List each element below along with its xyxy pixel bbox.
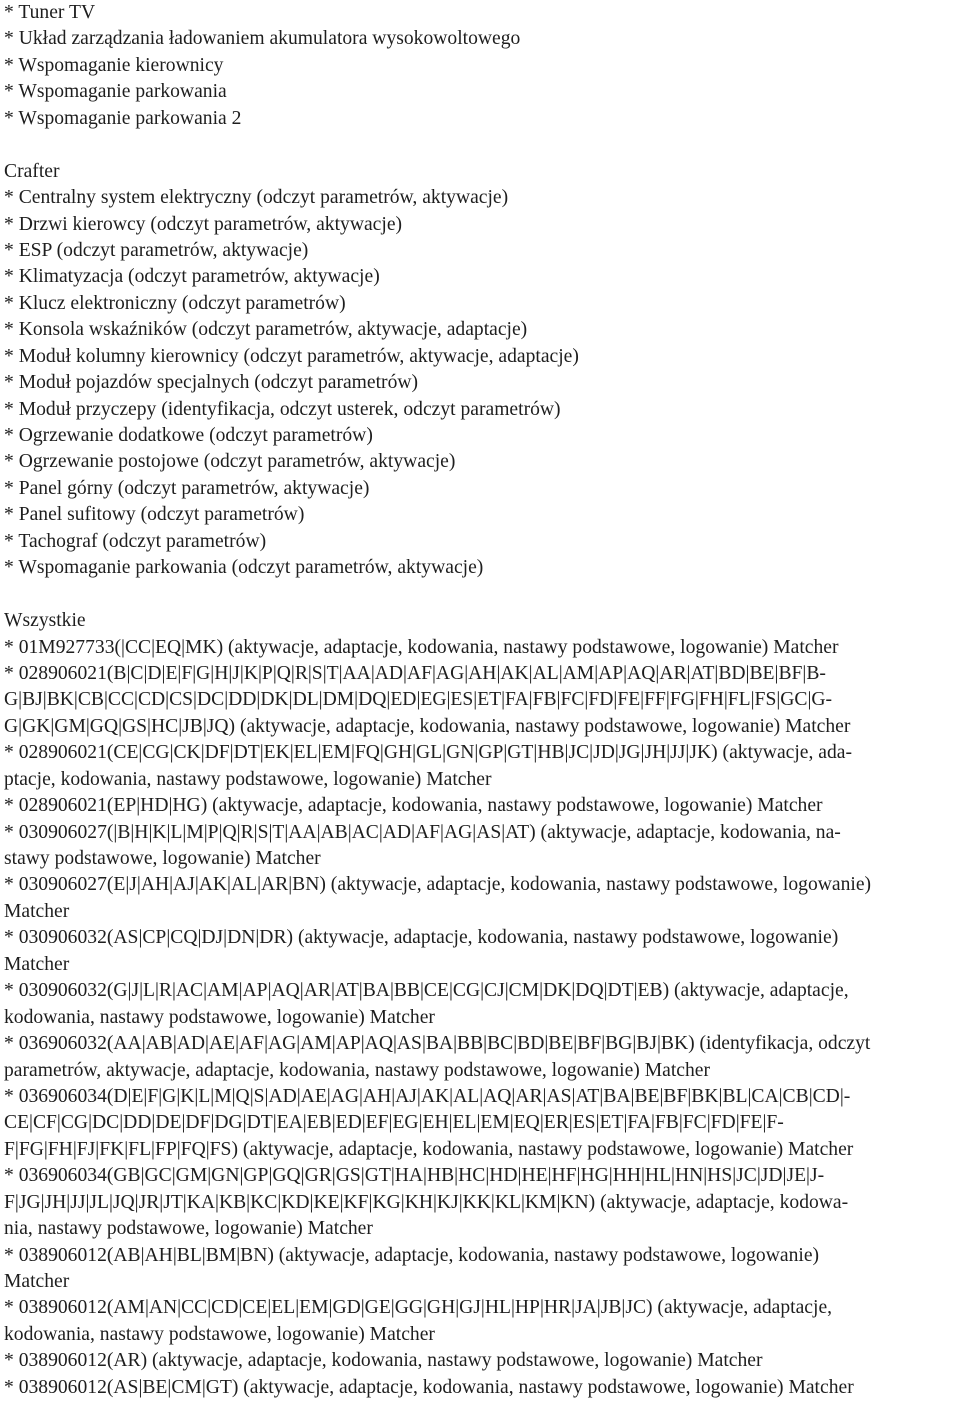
text-line: Crafter [4,160,60,182]
text-line: Matcher [4,1271,70,1292]
text-line: * Klimatyzacja (odczyt parametrów, aktywacje) [4,266,380,288]
text-line: * 038906012(AS|BE|CM|GT) (aktywacje, adaptacje, kodowania, nastawy podstawowe, logowanie) Matcher [4,1376,854,1398]
text-line: kodowania, nastawy podstawowe, logowanie) Matcher [4,1006,435,1028]
text-line: * 036906034(GB|GC|GM|GN|GP|GQ|GR|GS|GT|HA|HB|HC|HD|HE|HF|HG|HH|HL|HN|HS|JC|JD|JE|J- [4,1165,825,1187]
text-line: * Drzwi kierowcy (odczyt parametrów, aktywacje) [4,213,403,235]
text-line: * Konsola wskaźników (odczyt parametrów, aktywacje, adaptacje) [4,319,528,341]
text-line: * 030906032(G|J|L|R|AC|AM|AP|AQ|AR|AT|BA|BB|CE|CG|CJ|CM|DK|DQ|DT|EB) (aktywacje, adaptacje, [4,980,849,1002]
text-line: * 028906021(CE|CG|CK|DF|DT|EK|EL|EM|FQ|GH|GL|GN|GP|GT|HB|JC|JD|JG|JH|JJ|JK) (aktywacje, ada- [4,742,853,764]
text-line: kodowania, nastawy podstawowe, logowanie) Matcher [4,1323,435,1345]
text-line: * 038906012(AB|AH|BL|BM|BN) (aktywacje, adaptacje, kodowania, nastawy podstawowe, logowanie) [4,1244,820,1266]
text-line: * 036906032(AA|AB|AD|AE|AF|AG|AM|AP|AQ|AS|BA|BB|BC|BD|BE|BF|BG|BJ|BK) (identyfikacja, odczyt [4,1033,871,1055]
text-line: nia, nastawy podstawowe, logowanie) Matcher [4,1218,373,1240]
text-line: * ESP (odczyt parametrów, aktywacje) [4,239,309,261]
text-line: * Układ zarządzania ładowaniem akumulatora wysokowoltowego [4,28,521,50]
blank-line [4,582,958,608]
text-line: * Panel górny (odczyt parametrów, aktywacje) [4,477,370,499]
text-line: * Ogrzewanie dodatkowe (odczyt parametrów) [4,425,373,446]
text-line: * Wspomaganie parkowania (odczyt parametrów, aktywacje) [4,557,484,579]
text-line: ptacje, kodowania, nastawy podstawowe, logowanie) Matcher [4,768,492,790]
text-line: * Moduł pojazdów specjalnych (odczyt parametrów) [4,372,419,394]
text-line: * Moduł przyczepy (identyfikacja, odczyt usterek, odczyt parametrów) [4,398,561,420]
text-line: * Panel sufitowy (odczyt parametrów) [4,504,305,526]
text-line: stawy podstawowe, logowanie) Matcher [4,848,321,869]
text-line: * 036906034(D|E|F|G|K|L|M|Q|S|AD|AE|AG|AH|AJ|AK|AL|AQ|AR|AS|AT|BA|BE|BF|BK|BL|CA|CB|CD|- [4,1085,851,1107]
text-line: * Ogrzewanie postojowe (odczyt parametrów, aktywacje) [4,451,456,473]
text-line: * 038906012(AR) (aktywacje, adaptacje, kodowania, nastawy podstawowe, logowanie) Matcher [4,1350,763,1372]
text-line: * Tachograf (odczyt parametrów) [4,530,267,552]
text-line: * 028906021(EP|HD|HG) (aktywacje, adaptacje, kodowania, nastawy podstawowe, logowanie) Matcher [4,795,823,817]
text-line: * Wspomaganie parkowania 2 [4,107,242,129]
text-line: CE|CF|CG|DC|DD|DE|DF|DG|DT|EA|EB|ED|EF|EG|EH|EL|EM|EQ|ER|ES|ET|FA|FB|FC|FD|FE|F- [4,1112,784,1134]
text-line: F|FG|FH|FJ|FK|FL|FP|FQ|FS) (aktywacje, adaptacje, kodowania, nastawy podstawowe, logowanie) Matcher [4,1138,854,1160]
text-line: * Wspomaganie parkowania [4,81,227,103]
text-line: * 038906012(AM|AN|CC|CD|CE|EL|EM|GD|GE|GG|GH|GJ|HL|HP|HR|JA|JB|JC) (aktywacje, adaptacje, [4,1297,833,1319]
text-line: Matcher [4,953,70,975]
text-line: * 030906027(|B|H|K|L|M|P|Q|R|S|T|AA|AB|AC|AD|AF|AG|AS|AT) (aktywacje, adaptacje, kodowania, na- [4,821,841,843]
text-line: F|JG|JH|JJ|JL|JQ|JR|JT|KA|KB|KC|KD|KE|KF|KG|KH|KJ|KK|KL|KM|KN) (aktywacje, adaptacje, kodowa- [4,1191,849,1213]
text-line: G|BJ|BK|CB|CC|CD|CS|DC|DD|DK|DL|DM|DQ|ED|EG|ES|ET|FA|FB|FC|FD|FE|FF|FG|FH|FL|FS|GC|G- [4,689,833,711]
text-line: * Moduł kolumny kierownicy (odczyt parametrów, aktywacje, adaptacje) [4,345,579,367]
text-line: * 030906032(AS|CP|CQ|DJ|DN|DR) (aktywacje, adaptacje, kodowania, nastawy podstawowe, logowanie) [4,927,839,949]
text-line: * Tuner TV [4,2,96,23]
text-line: * 01M927733(|CC|EQ|MK) (aktywacje, adaptacje, kodowania, nastawy podstawowe, logowanie) Matcher [4,636,839,658]
text-line: Matcher [4,900,70,922]
text-line: * 028906021(B|C|D|E|F|G|H|J|K|P|Q|R|S|T|AA|AD|AF|AG|AH|AK|AL|AM|AP|AQ|AR|AT|BD|BE|BF|B- [4,662,826,684]
blank-line [4,132,958,158]
text-line: * Centralny system elektryczny (odczyt parametrów, aktywacje) [4,187,509,209]
text-line: G|GK|GM|GQ|GS|HC|JB|JQ) (aktywacje, adaptacje, kodowania, nastawy podstawowe, logowanie) Matcher [4,715,851,737]
text-line: parametrów, aktywacje, adaptacje, kodowania, nastawy podstawowe, logowanie) Matcher [4,1059,711,1081]
text-line: * 030906027(E|J|AH|AJ|AK|AL|AR|BN) (aktywacje, adaptacje, kodowania, nastawy podstawowe, logowanie) [4,874,872,896]
text-line: * Wspomaganie kierownicy [4,54,224,76]
document-page [4,0,958,1401]
text-line: * Klucz elektroniczny (odczyt parametrów) [4,292,346,314]
text-line: Wszystkie [4,610,86,632]
